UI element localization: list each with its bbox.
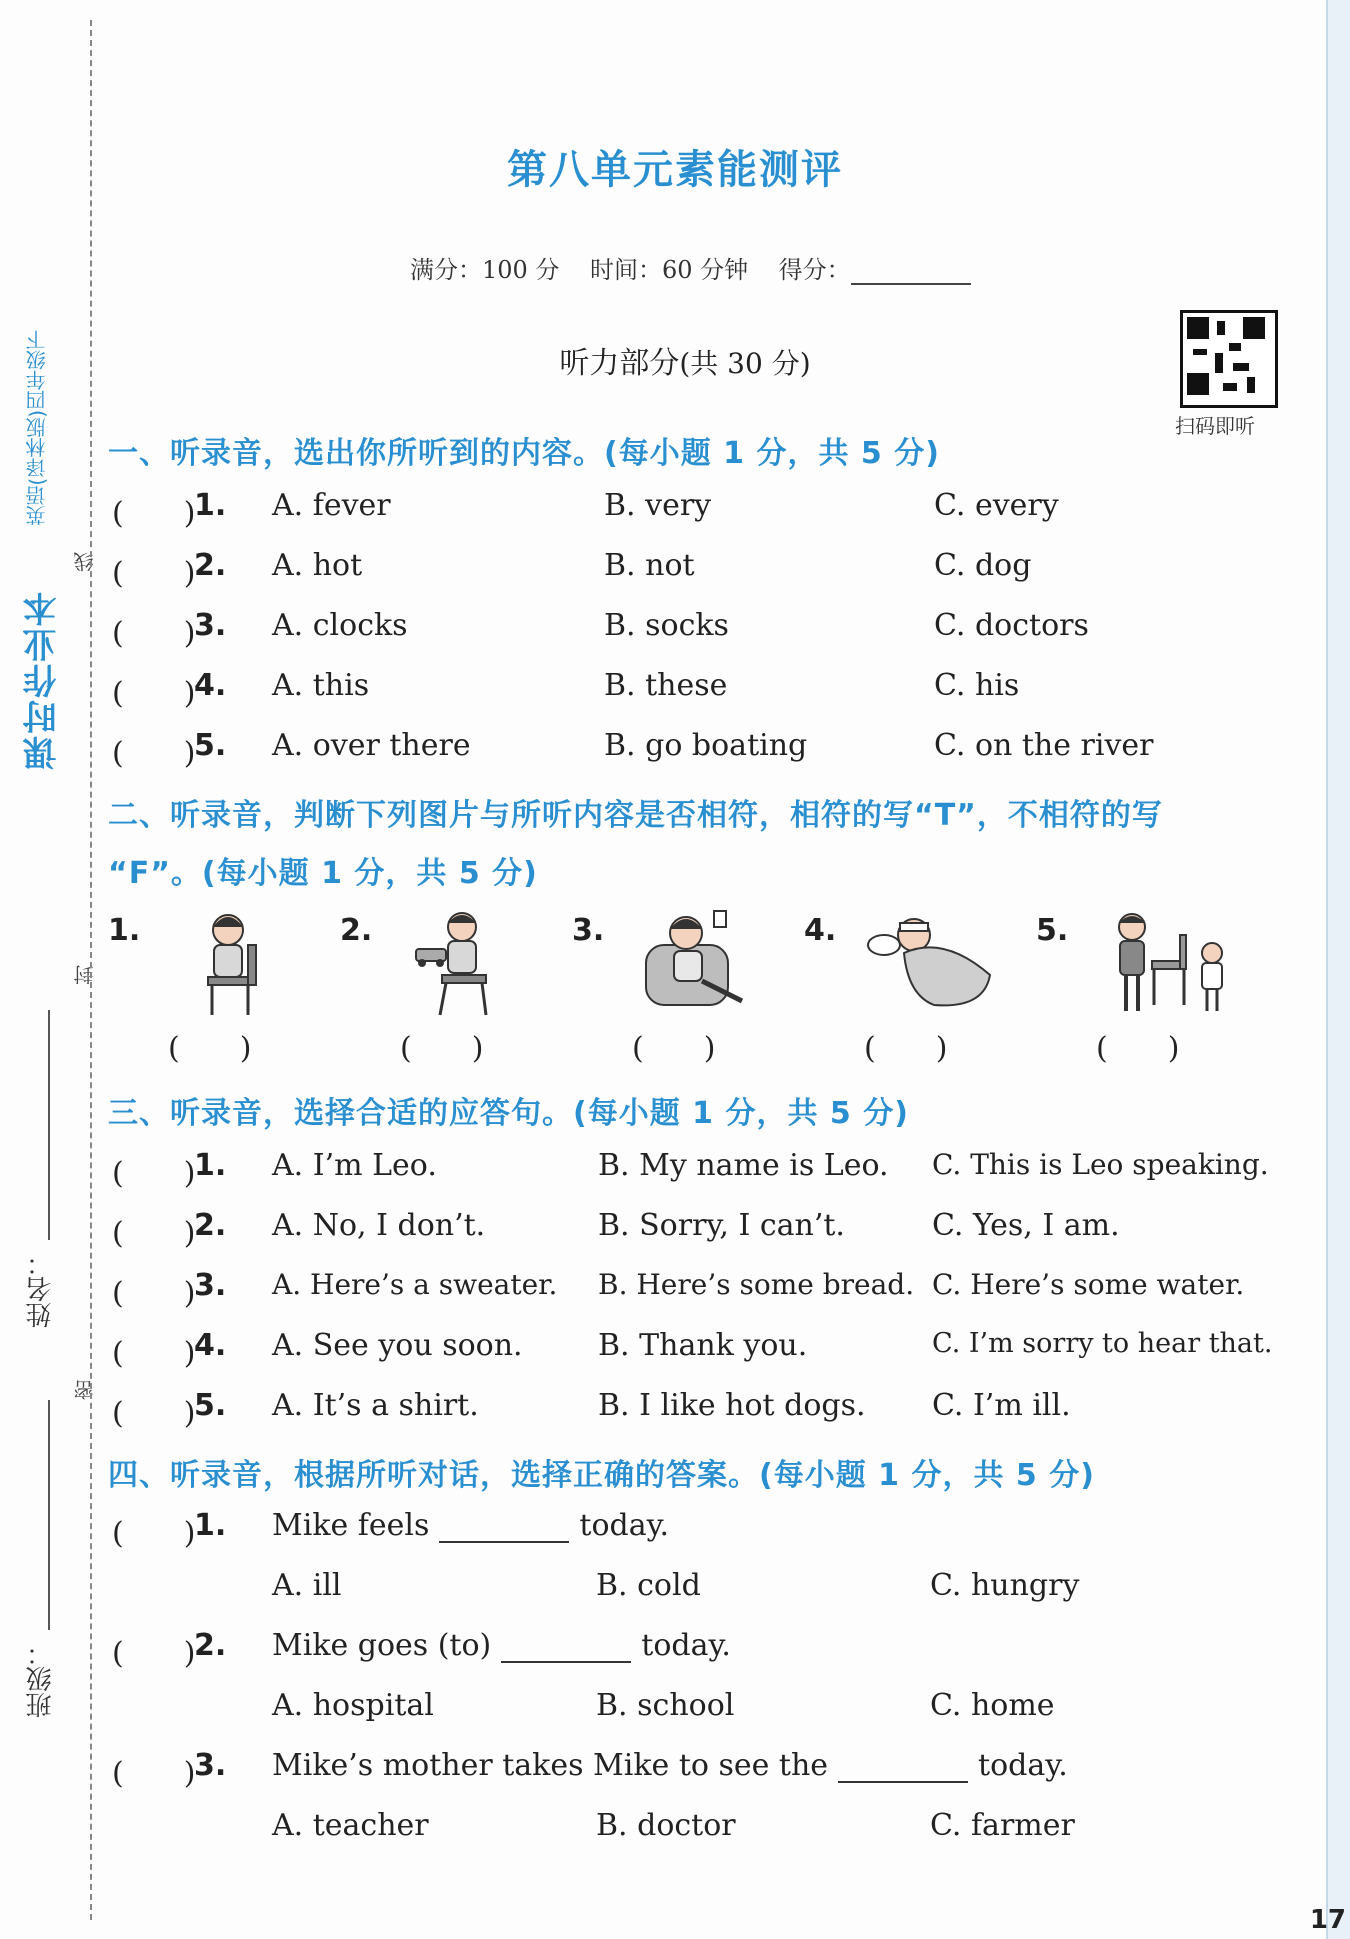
option-a: A. hot (272, 548, 363, 583)
stem-text: today. (641, 1628, 731, 1663)
score-info (410, 250, 971, 285)
answer-blank[interactable]: ( ) (112, 1336, 196, 1371)
option-b: B. socks (604, 608, 729, 643)
option-a: A. teacher (272, 1808, 429, 1843)
section-4-heading: 四、听录音，根据所听对话，选择正确的答案。(每小题 1 分，共 5 分) (108, 1458, 1095, 1493)
answer-blank[interactable]: ( ) (112, 496, 196, 531)
option-b: B. school (596, 1688, 735, 1723)
listening-points: (共 30 分) (679, 347, 811, 380)
answer-blank[interactable]: ( ) (112, 1396, 196, 1431)
full-score: 满分：100 分 (410, 256, 560, 284)
option-c: C. every (934, 488, 1059, 523)
option-c: C. hungry (930, 1568, 1080, 1603)
option-a: A. over there (272, 728, 471, 763)
class-field[interactable] (48, 1400, 50, 1630)
option-a: A. I’m Leo. (272, 1148, 437, 1183)
option-a: A. fever (272, 488, 391, 523)
time-limit: 时间：60 分钟 (589, 256, 749, 284)
question-number: 4. (194, 1328, 227, 1363)
qr-code-icon[interactable] (1180, 310, 1278, 408)
answer-blank[interactable]: ( ) (112, 676, 196, 711)
s4-item-3-options (112, 1808, 1292, 1852)
picture-number: 4. (804, 913, 837, 948)
option-a: A. ill (272, 1568, 342, 1603)
answer-blank[interactable]: ( ) (112, 616, 196, 651)
question-stem (272, 1508, 669, 1543)
stem-text: today. (579, 1508, 670, 1543)
question-number: 2. (194, 1628, 227, 1663)
option-b: B. these (604, 668, 728, 703)
option-a: A. this (272, 668, 370, 703)
picture-answer-blank[interactable]: ( ) (1096, 1031, 1180, 1066)
question-number: 1. (194, 1148, 227, 1183)
picture-answer-blank[interactable]: ( ) (864, 1031, 948, 1066)
picture-answer-blank[interactable]: ( ) (168, 1031, 252, 1066)
question-number: 3. (194, 1268, 227, 1303)
page-title: 第八单元素能测评 (507, 147, 843, 193)
answer-blank[interactable]: ( ) (112, 1276, 196, 1311)
option-c: C. dog (934, 548, 1032, 583)
picture-number: 1. (108, 913, 141, 948)
picture-answer-blank[interactable]: ( ) (400, 1031, 484, 1066)
option-b: B. Thank you. (598, 1328, 808, 1363)
option-c: C. farmer (930, 1808, 1075, 1843)
answer-blank[interactable]: ( ) (112, 1516, 196, 1551)
cut-line (90, 20, 92, 1920)
name-field[interactable] (48, 1010, 50, 1240)
stem-text: Mike goes (to) (272, 1628, 492, 1663)
option-b: B. cold (596, 1568, 701, 1603)
option-b: B. go boating (604, 728, 808, 763)
s1-item-4 (112, 668, 1292, 712)
question-number: 1. (194, 1508, 227, 1543)
option-b: B. very (604, 488, 712, 523)
listening-title: 听力部分 (559, 346, 680, 381)
option-c: C. I’m sorry to hear that. (932, 1328, 1273, 1359)
option-c: C. This is Leo speaking. (932, 1148, 1269, 1181)
option-c: C. his (934, 668, 1020, 703)
cut-word-seal: 封 (73, 965, 97, 985)
s4-item-2-stem (112, 1628, 1292, 1672)
option-b: B. not (604, 548, 695, 583)
name-label: 姓名： (26, 1250, 56, 1328)
qr-label: 扫码即听 (1175, 414, 1255, 438)
fill-blank[interactable] (501, 1631, 631, 1663)
answer-blank[interactable]: ( ) (112, 1156, 196, 1191)
section-2-heading-line1: 二、听录音，判断下列图片与所听内容是否相符，相符的写“T”，不相符的写 (108, 798, 1163, 833)
s4-item-1-options (112, 1568, 1292, 1612)
picture-number: 5. (1036, 913, 1069, 948)
option-b: B. I like hot dogs. (598, 1388, 866, 1423)
s3-item-3 (112, 1268, 1292, 1312)
s4-item-1-stem (112, 1508, 1292, 1552)
picture-item-5 (1036, 905, 1236, 1065)
cut-word-close: 密 (73, 1380, 97, 1400)
s3-item-2 (112, 1208, 1292, 1252)
picture-answer-blank[interactable]: ( ) (632, 1031, 716, 1066)
fill-blank[interactable] (439, 1511, 569, 1543)
question-stem (272, 1748, 1068, 1783)
page-edge (1326, 0, 1350, 1939)
picture-number: 3. (572, 913, 605, 948)
score-field[interactable] (851, 257, 971, 285)
boys-with-chair-icon (1096, 905, 1236, 1020)
binding-margin (0, 0, 97, 1939)
answer-blank[interactable]: ( ) (112, 556, 196, 591)
s4-item-2-options (112, 1688, 1292, 1732)
option-a: A. No, I don’t. (272, 1208, 486, 1243)
score-label: 得分： (778, 256, 851, 284)
question-number: 5. (194, 728, 227, 763)
section-1-heading: 一、听录音，选出你所听到的内容。(每小题 1 分，共 5 分) (108, 436, 940, 471)
answer-blank[interactable]: ( ) (112, 1756, 196, 1791)
answer-blank[interactable]: ( ) (112, 1216, 196, 1251)
s1-item-2 (112, 548, 1292, 592)
picture-row (108, 905, 1288, 1065)
question-stem (272, 1628, 731, 1663)
option-a: A. See you soon. (272, 1328, 523, 1363)
question-number: 4. (194, 668, 227, 703)
option-c: C. home (930, 1688, 1055, 1723)
page-number: 17 (1309, 1905, 1346, 1935)
s4-item-3-stem (112, 1748, 1292, 1792)
brand-logo: 课时作业本 (23, 590, 63, 770)
s1-item-5 (112, 728, 1292, 772)
option-a: A. Here’s a sweater. (272, 1268, 558, 1301)
option-b: B. My name is Leo. (598, 1148, 889, 1183)
boy-with-toy-car-icon (400, 905, 520, 1020)
s3-item-1 (112, 1148, 1292, 1192)
option-c: C. Here’s some water. (932, 1268, 1245, 1301)
question-number: 2. (194, 548, 227, 583)
picture-number: 2. (340, 913, 373, 948)
option-a: A. It’s a shirt. (272, 1388, 479, 1423)
stem-text: Mike feels (272, 1508, 430, 1543)
question-number: 2. (194, 1208, 227, 1243)
option-c: C. doctors (934, 608, 1089, 643)
picture-item-3 (572, 905, 772, 1065)
stem-text: today. (978, 1748, 1068, 1783)
picture-item-4 (804, 905, 1004, 1065)
fill-blank[interactable] (838, 1751, 968, 1783)
class-label: 班级： (26, 1640, 56, 1718)
question-number: 1. (194, 488, 227, 523)
boy-sick-in-bed-icon (864, 905, 1004, 1020)
option-a: A. hospital (272, 1688, 434, 1723)
option-c: C. on the river (934, 728, 1154, 763)
s3-item-5 (112, 1388, 1292, 1432)
cut-word-line: 线 (73, 552, 97, 572)
option-c: C. Yes, I am. (932, 1208, 1120, 1243)
answer-blank[interactable]: ( ) (112, 736, 196, 771)
section-2-heading-line2: “F”。(每小题 1 分，共 5 分) (108, 856, 538, 891)
stem-text: Mike’s mother takes Mike to see the (272, 1748, 829, 1783)
option-b: B. Sorry, I can’t. (598, 1208, 845, 1243)
picture-item-1 (108, 905, 308, 1065)
boy-drinking-icon (632, 905, 762, 1020)
s1-item-1 (112, 488, 1292, 532)
girl-sneezing-icon (168, 905, 288, 1020)
s3-item-4 (112, 1328, 1292, 1372)
question-number: 5. (194, 1388, 227, 1423)
question-number: 3. (194, 608, 227, 643)
answer-blank[interactable]: ( ) (112, 1636, 196, 1671)
option-b: B. Here’s some bread. (598, 1268, 915, 1301)
brand-subtitle: 英语(译林版)四年级下 (25, 330, 49, 526)
option-a: A. clocks (272, 608, 408, 643)
picture-item-2 (340, 905, 540, 1065)
option-b: B. doctor (596, 1808, 736, 1843)
s1-item-3 (112, 608, 1292, 652)
question-number: 3. (194, 1748, 227, 1783)
option-c: C. I’m ill. (932, 1388, 1071, 1423)
section-3-heading: 三、听录音，选择合适的应答句。(每小题 1 分，共 5 分) (108, 1096, 909, 1131)
listening-section-title (0, 338, 1350, 382)
